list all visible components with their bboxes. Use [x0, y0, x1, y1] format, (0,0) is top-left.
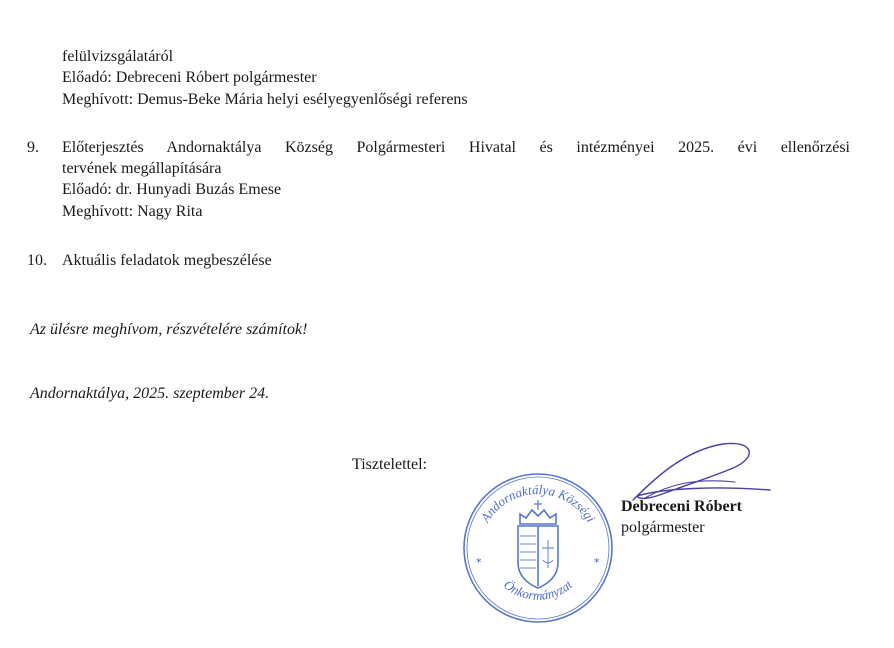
invitation-text: Az ülésre meghívom, részvételére számítok!: [30, 321, 308, 338]
item9-number: 9.: [27, 139, 39, 156]
item10-text: Aktuális feladatok megbeszélése: [62, 252, 272, 269]
seal-bottom-text: Önkormányzat: [501, 576, 576, 603]
signatory-name: Debreceni Róbert: [621, 498, 742, 515]
item8-presenter: Előadó: Debreceni Róbert polgármester: [62, 69, 317, 86]
signatory-title: polgármester: [621, 519, 705, 536]
item8-title-continuation: felülvizsgálatáról: [62, 48, 174, 65]
official-seal-stamp: [458, 468, 618, 628]
item9-title-line1: Előterjesztés Andornaktálya Község Polgármesteri Hivatal és intézményei 2025. évi ellenőrzési: [62, 139, 850, 156]
place-date: Andornaktálya, 2025. szeptember 24.: [30, 385, 270, 402]
item10-number: 10.: [27, 252, 47, 269]
item8-invited: Meghívott: Demus-Beke Mária helyi esélyegyenlőségi referens: [62, 91, 468, 108]
seal-star-right: *: [594, 556, 600, 569]
item9-title-line2: tervének megállapítására: [62, 160, 222, 177]
closing-salutation: Tisztelettel:: [352, 456, 427, 473]
item9-presenter: Előadó: dr. Hunyadi Buzás Emese: [62, 181, 282, 198]
item9-invited: Meghívott: Nagy Rita: [62, 203, 203, 220]
seal-star-left: *: [476, 556, 482, 569]
seal-top-text: Andornaktálya Községi: [477, 481, 599, 525]
